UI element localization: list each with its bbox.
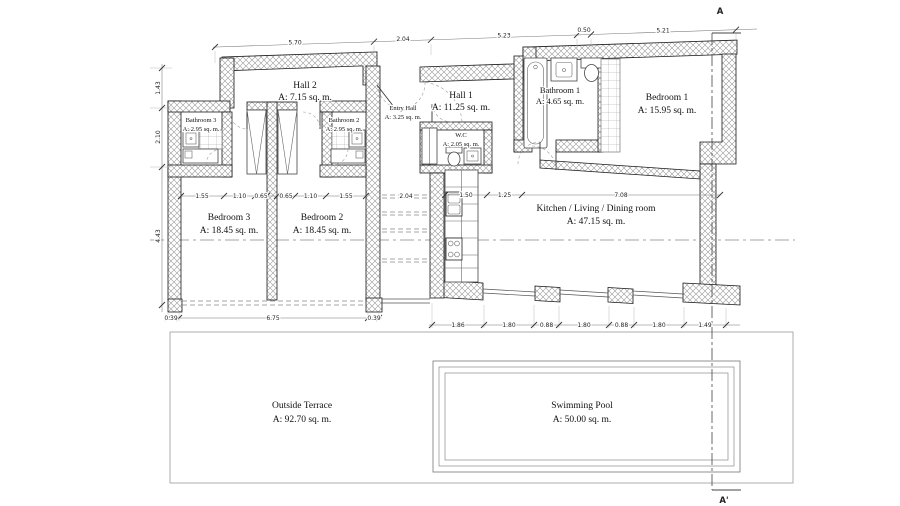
- section-label-top: A: [716, 7, 724, 17]
- dim-top-2: 5.23: [497, 32, 511, 40]
- room-area-bedroom1: A: 15.95 sq. m.: [637, 106, 697, 116]
- wall-top-hall1: [420, 64, 523, 82]
- kitchen-counter: [445, 170, 478, 282]
- room-label-bedroom3: Bedroom 3: [207, 213, 251, 223]
- glass-door-3b: [633, 295, 683, 298]
- wall-right-kitchen: [700, 164, 716, 285]
- wall-block-left: [168, 101, 181, 300]
- pillar-bottom-left: [168, 299, 182, 312]
- room-area-hall2: A: 7.15 sq. m.: [278, 93, 332, 103]
- dim-br-1: 1.80: [502, 322, 516, 330]
- room-label-bathroom3: Bathroom 3: [185, 117, 217, 124]
- room-area-hall1: A: 11.25 sq. m.: [431, 103, 491, 113]
- staircase: [382, 193, 430, 262]
- wardrobe-left: [247, 110, 266, 174]
- room-area-wc: A: 2.05 sq. m.: [442, 141, 480, 148]
- dim-bed-0: 1.55: [195, 193, 209, 201]
- dim-kitchen-0: 1.50: [459, 192, 473, 200]
- dim-top-3: 0.50: [577, 27, 591, 34]
- glass-door-1b: [483, 293, 535, 296]
- pillar-bottom-right-corner: [683, 283, 740, 305]
- wall-kitchen-left: [430, 173, 444, 298]
- section-label-bottom: A': [719, 496, 729, 506]
- dim-bl-0: 0.39: [164, 315, 178, 323]
- room-area-kitchen: A: 47.15 sq. m.: [566, 217, 626, 227]
- dim-br-5: 1.80: [652, 322, 666, 330]
- glass-door-2a: [560, 290, 608, 293]
- dimension-row-kitchen: [442, 192, 723, 199]
- wall-bedroom-divider: [267, 102, 277, 300]
- wardrobe-right: [278, 110, 297, 174]
- room-area-bedroom2: A: 18.45 sq. m.: [292, 226, 352, 236]
- outside-terrace: [170, 332, 793, 483]
- dimension-chain-bottom-right: [429, 303, 740, 329]
- wall-bathroom3-bottom: [168, 165, 232, 177]
- dim-bl-1: 6.75: [266, 315, 280, 323]
- room-label-hall2: Hall 2: [293, 81, 317, 91]
- pillar-kitchen-1: [535, 286, 560, 302]
- room-area-entry-hall: A: 3.25 sq. m.: [384, 114, 422, 121]
- wc-toilet: [448, 152, 460, 166]
- dim-kitchen-1: 1.25: [497, 192, 512, 200]
- dim-br-6: 1.49: [698, 322, 712, 330]
- dim-kitchen-2: 7.08: [614, 192, 628, 200]
- bedroom1-closet: [601, 59, 620, 152]
- dim-bed-2: 0.65: [254, 193, 268, 201]
- room-label-terrace: Outside Terrace: [271, 401, 333, 411]
- bathroom2-fixtures: [331, 130, 365, 163]
- wall-bathroom1-bottom-b: [556, 140, 603, 152]
- dim-left-0: 1.43: [155, 81, 162, 95]
- bathroom3-fixtures: [183, 130, 222, 163]
- dim-top-1: 2.04: [396, 36, 410, 43]
- dim-bed-5: 1.55: [339, 193, 353, 201]
- wall-bathroom3-top: [168, 101, 230, 112]
- wc-sink: [464, 148, 481, 164]
- dim-left-1: 2.10: [155, 130, 162, 144]
- dimension-chain-bottom-left: [164, 313, 382, 322]
- dim-stair-width: 2.04: [399, 193, 413, 200]
- bathroom1-sink: [551, 58, 577, 81]
- room-area-bedroom3: A: 18.45 sq. m.: [199, 226, 259, 236]
- wall-hall2-left: [220, 58, 234, 108]
- bedroom3-door-arc: [230, 112, 247, 129]
- dim-br-2: 0.88: [539, 322, 554, 330]
- bedroom2-door-arc: [303, 112, 320, 129]
- dim-br-3: 1.80: [577, 322, 591, 330]
- room-label-bathroom1: Bathroom 1: [539, 85, 581, 95]
- room-area-bathroom2: A: 2.95 sq. m.: [325, 126, 363, 133]
- dim-bed-4: 1.10: [303, 193, 318, 201]
- dim-bed-1: 1.10: [232, 193, 247, 201]
- wall-right-upper: [700, 54, 736, 164]
- room-area-bathroom3: A: 2.95 sq. m.: [182, 126, 220, 133]
- terrace-border: [170, 332, 793, 483]
- bathroom1-toilet: [585, 65, 599, 82]
- room-label-entry-hall: Entry Hall: [389, 105, 417, 112]
- room-label-wc: W.C: [455, 132, 467, 139]
- room-label-bedroom1: Bedroom 1: [645, 93, 689, 103]
- dim-bed-3: 0.65: [279, 193, 293, 201]
- room-label-hall1: Hall 1: [449, 91, 473, 101]
- room-label-bathroom2: Bathroom 2: [328, 117, 360, 124]
- pillar-kitchen-2: [608, 288, 633, 304]
- dim-br-0: 1.86: [451, 322, 465, 330]
- kitchen-stove: [446, 238, 462, 260]
- room-label-pool: Swimming Pool: [551, 401, 613, 411]
- wall-bathroom2-bottom: [320, 165, 366, 177]
- dim-top-4: 5.21: [656, 27, 670, 35]
- room-label-kitchen: Kitchen / Living / Dining room: [536, 204, 656, 214]
- wall-corridor-strip: [540, 160, 700, 179]
- room-area-pool: A: 50.00 sq. m.: [552, 415, 612, 425]
- dim-bl-2: 0.39: [367, 315, 381, 323]
- dim-left-2: 4.43: [155, 229, 162, 243]
- dim-br-4: 0.88: [614, 322, 629, 330]
- glass-door-3a: [633, 291, 683, 294]
- dim-top-0: 5.70: [288, 39, 302, 47]
- pillar-bottom-mid: [366, 298, 382, 312]
- glass-door-2b: [560, 294, 608, 297]
- glass-door-1a: [483, 289, 535, 292]
- room-area-bathroom1: A: 4.65 sq. m.: [535, 96, 585, 106]
- room-label-bedroom2: Bedroom 2: [300, 213, 344, 223]
- wall-block-right: [366, 66, 380, 300]
- wall-bathroom1-left: [514, 56, 523, 152]
- room-area-terrace: A: 92.70 sq. m.: [272, 415, 332, 425]
